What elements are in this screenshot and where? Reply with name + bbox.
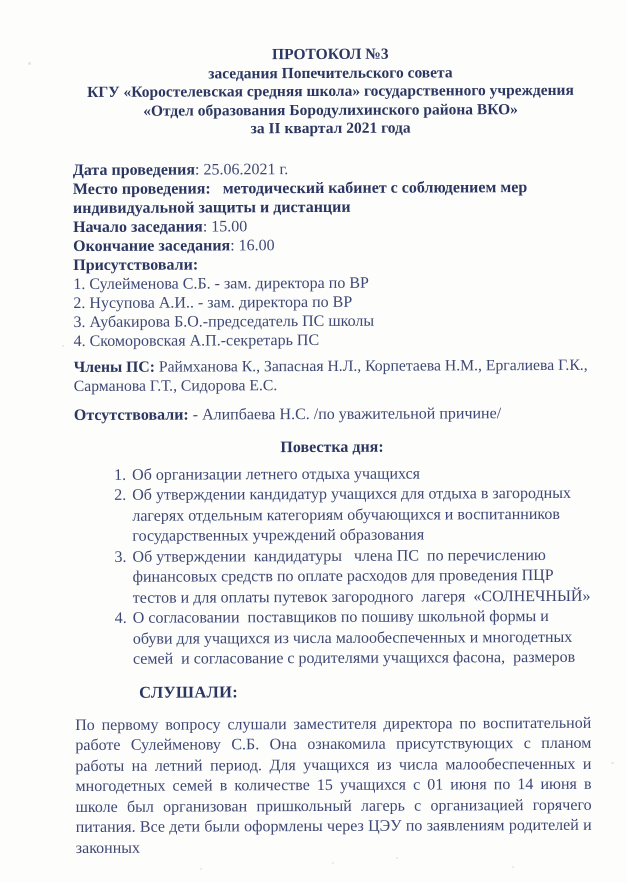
present-heading: Присутствовали: [73, 256, 199, 274]
meta-start-line [73, 215, 589, 236]
agenda-item: 2. Об утверждении кандидатур учащихся для отдыха в загородных лагерях отдельным категориям обучающихся и воспитанников государственных учреждений образования [130, 484, 590, 548]
agenda-heading: Повестка дня: [280, 438, 384, 456]
attendee-item: 3. Аубакирова Б.О.-председатель ПС школы [73, 312, 375, 331]
meta-date-line [73, 158, 589, 179]
scan-speck [28, 62, 31, 65]
title-quarter: за II квартал 2021 года [250, 119, 411, 138]
meta-block [73, 158, 589, 274]
heard-paragraph: По первому вопросу слушали заместителя директора по воспитательной работе Сулейменову С.Б. Она ознакомила присутствующих с планом работы на летний период. Для учащихся из числа малообеспеченных и многодетных семей в количестве 15 учащихся с 01 июня по 14 июня в школе был организован пришкольный лагерь с организацией горячего питания. Все дети были оформлены через ЦЭУ по заявлениям родителей и законных [75, 714, 592, 857]
scan-speck [512, 866, 514, 868]
meta-start-label: Начало заседания [73, 217, 203, 236]
heard-heading: СЛУШАЛИ: [139, 681, 239, 702]
attendee-item: 2. Нусупова А.И.. - зам. директора по ВР [73, 293, 353, 312]
scan-speck [611, 762, 614, 764]
meta-end-line [73, 234, 589, 255]
meta-date-value: : 25.06.2021 г. [194, 160, 289, 179]
title-department: «Отдел образования Бородулихинского района ВКО» [143, 100, 518, 120]
attendee-item: 4. Скоморовская А.П.-секретарь ПС [73, 331, 320, 350]
meta-end-value: : 16.00 [230, 236, 275, 254]
agenda-item: 1. Об организации летнего отдыха учащихся [130, 463, 590, 486]
meta-end-label: Окончание заседания [73, 236, 231, 255]
scan-speck [396, 857, 398, 859]
meta-start-value: : 15.00 [202, 217, 248, 235]
document-title-block [72, 45, 588, 140]
absent-label: Отсутствовали: [73, 406, 189, 424]
title-meeting-name: заседания Попечительского совета [208, 63, 453, 82]
scan-speck [332, 862, 334, 864]
meta-place-line: Место проведения: методический кабинет с соблюдением мер индивидуальной защиты и дистанции [72, 178, 532, 217]
members-value: Раймханова К., Запасная Н.Л., Корпетаева Н.М., Ергалиева Г.К., Сарманова Г.Т., Сидорова Е.С. [73, 356, 592, 395]
scan-speck [200, 868, 202, 870]
attendee-item: 1. Сулейменова С.Б. - зам. директора по ВР [73, 274, 369, 293]
members-line [74, 355, 590, 395]
title-protocol-number: ПРОТОКОЛ №3 [271, 45, 389, 64]
agenda-item: 4. О согласовании поставщиков по пошиву школьной формы и обуви для учащихся из числа малообеспеченных и многодетных семей и согласование с родителями учащихся фасона, размеров [131, 607, 591, 671]
attendees-list [73, 272, 589, 350]
absent-line [74, 403, 590, 424]
title-organization: КГУ «Коростелевская средняя школа» государственного учреждения [87, 81, 574, 101]
meta-date-label: Дата проведения [72, 161, 196, 179]
agenda-list [74, 463, 591, 670]
absent-value: - Алипбаева Н.С. /по уважительной причине/ [188, 404, 502, 424]
scan-speck [62, 345, 64, 347]
agenda-item: 3. Об утверждении кандидатуры члена ПС по перечислению финансовых средств по оплате расходов для проведения ПЦР тестов и для оплаты путевок загородного лагеря «СОЛНЕЧНЫЙ» [130, 545, 590, 609]
members-label: Члены ПС: [73, 358, 155, 376]
